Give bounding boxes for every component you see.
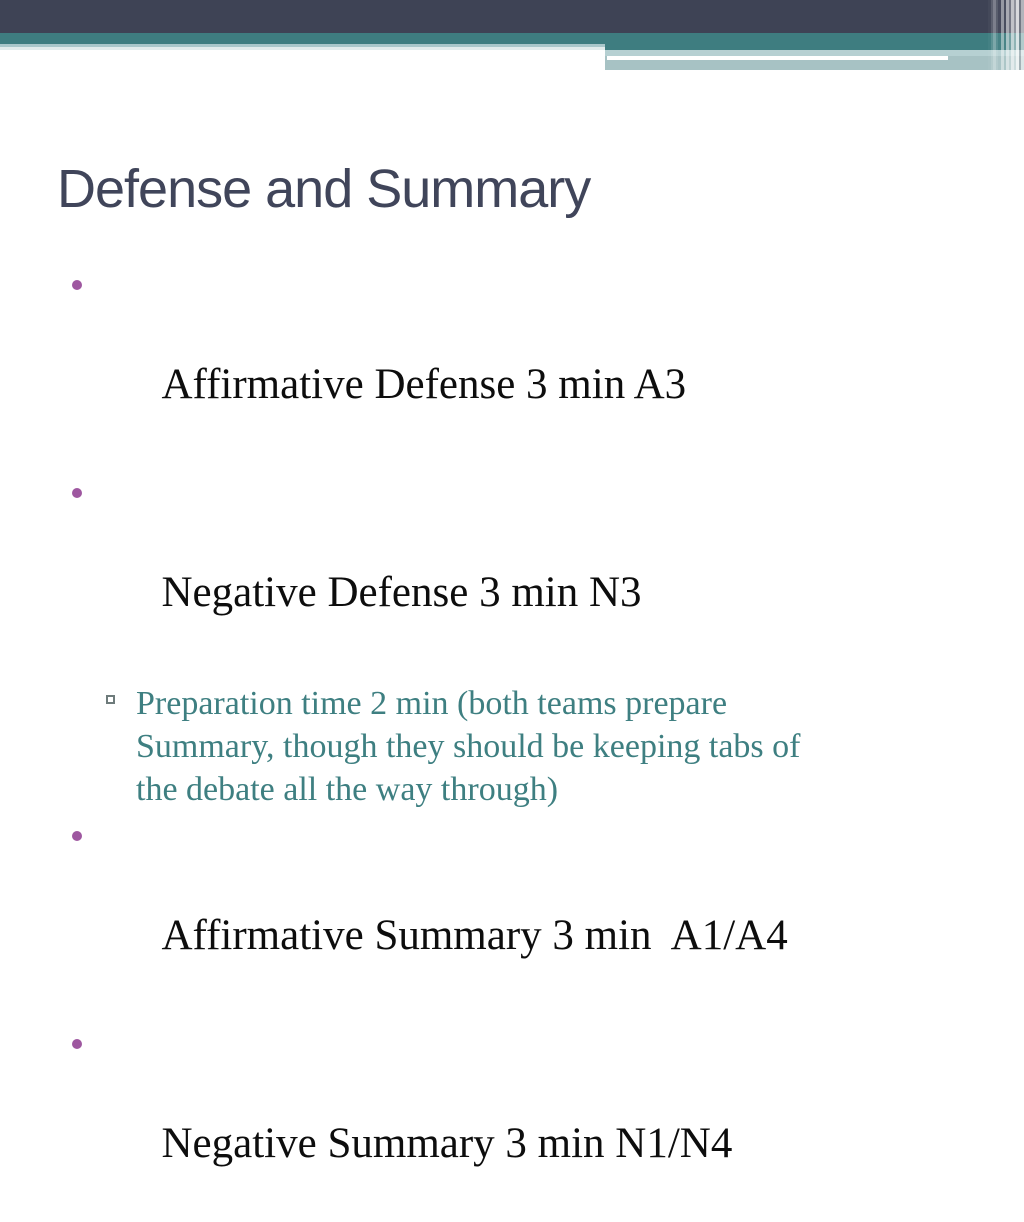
sub-bullet-line: the debate all the way through) — [136, 771, 559, 808]
bullet-text: Affirmative Defense 3 min A3 — [161, 361, 687, 408]
header-dark-band — [0, 0, 1024, 33]
bullet-text: Affirmative Summary 3 min A1/A4 — [161, 912, 788, 959]
sub-bullet-line: Preparation time 2 min (both teams prepare — [136, 685, 728, 722]
slide-body — [72, 255, 972, 1222]
bullet-item — [72, 1014, 972, 1222]
bullet-item — [72, 255, 972, 463]
bullet-item — [72, 806, 972, 1014]
header-corner-dark-stripe — [1019, 0, 1021, 70]
bullet-item — [72, 463, 972, 671]
bullet-text: Negative Summary 3 min N1/N4 — [161, 1120, 733, 1167]
square-bullet-icon — [106, 695, 115, 704]
bullet-dot-icon — [72, 488, 82, 498]
bullet-dot-icon — [72, 831, 82, 841]
sub-bullet-line: Summary, though they should be keeping tabs of — [136, 728, 801, 765]
bullet-dot-icon — [72, 280, 82, 290]
header-white-line — [607, 56, 948, 60]
bullet-text: Negative Defense 3 min N3 — [161, 569, 642, 616]
sub-bullet-item — [106, 682, 926, 811]
slide-title: Defense and Summary — [57, 159, 591, 219]
header-teal-band — [0, 33, 1024, 44]
bullet-dot-icon — [72, 1039, 82, 1049]
